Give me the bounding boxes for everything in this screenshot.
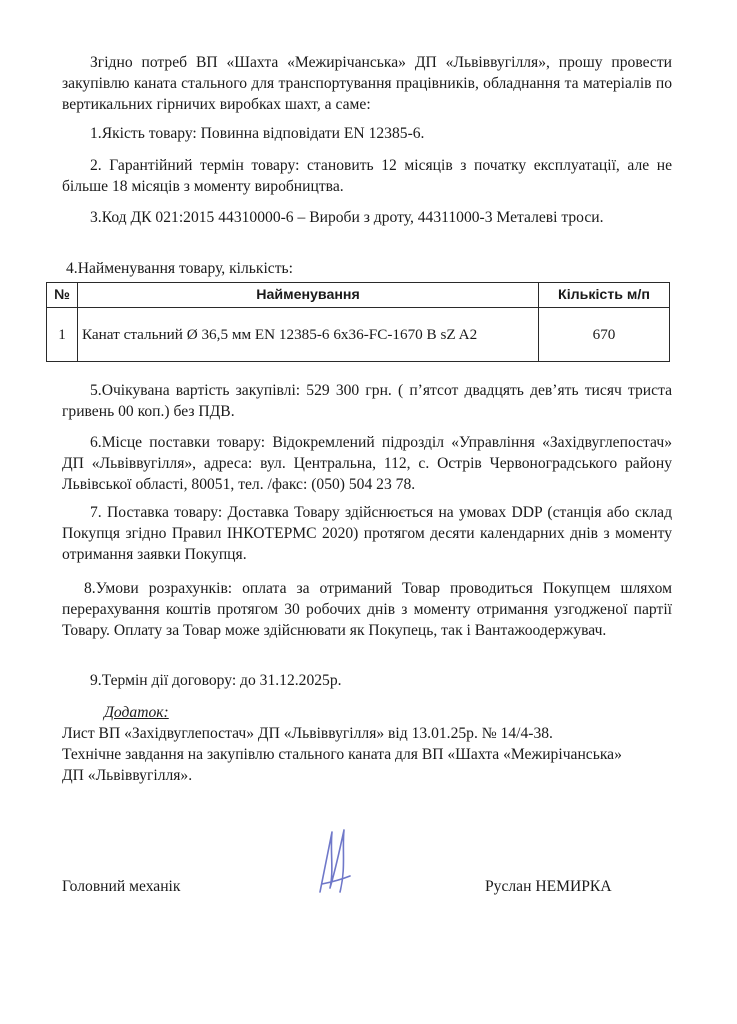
item-payment-terms: 8.Умови розрахунків: оплата за отриманий Товар проводиться Покупцем шляхом перерахування коштів протягом 30 робочих днів з моменту отримання узгодженої партії Товару. Оплату за Товар може здійснювати як Покупець, так і Вантажоодержувач. <box>62 580 672 639</box>
header-qty: Кількість м/п <box>539 283 670 308</box>
item-dk-code: 3.Код ДК 021:2015 44310000-6 – Вироби з дроту, 44311000-3 Металеві троси. <box>90 209 604 226</box>
item-delivery-place: 6.Місце поставки товару: Відокремлений підрозділ «Управління «Західвуглепостач» ДП «Львіввугілля», адреса: вул. Центральна, 112, с. Острів Червоноградського району Львівської області, 80051, тел. /факс: (050) 504 23 78. <box>62 434 672 493</box>
item-warranty: 2. Гарантійний термін товару: становить 12 місяців з початку експлуатації, але не більше 18 місяців з моменту виробництва. <box>62 157 672 195</box>
handwritten-signature <box>310 822 360 902</box>
header-num: № <box>47 283 78 308</box>
appendix-line-1: Лист ВП «Західвуглепостач» ДП «Львіввугілля» від 13.01.25р. № 14/4-38. <box>62 725 553 742</box>
row-num: 1 <box>47 308 78 362</box>
appendix-line-2: Технічне завдання на закупівлю стального каната для ВП «Шахта «Межирічанська» <box>62 746 622 763</box>
item-quality: 1.Якість товару: Повинна відповідати EN 12385-6. <box>90 125 425 142</box>
item-goods-heading: 4.Найменування товару, кількість: <box>66 260 293 277</box>
intro-paragraph: Згідно потреб ВП «Шахта «Межирічанська» ДП «Львіввугілля», прошу провести закупівлю каната стального для транспортування працівників, обладнання та матеріалів по вертикальних гірничих виробках шахт, а саме: <box>62 54 672 113</box>
appendix-title: Додаток: <box>104 704 169 721</box>
item-delivery-terms: 7. Поставка товару: Доставка Товару здійснюється на умовах DDP (станція або склад Покупця згідно Правил ІНКОТЕРМС 2020) протягом десяти календарних днів з моменту отримання заявки Покупця. <box>62 504 672 563</box>
row-qty: 670 <box>539 308 670 362</box>
item-contract-term: 9.Термін дії договору: до 31.12.2025р. <box>90 672 342 689</box>
appendix-line-3: ДП «Львіввугілля». <box>62 767 193 784</box>
signatory-position: Головний механік <box>62 878 181 895</box>
row-name: Канат стальний Ø 36,5 мм EN 12385-6 6х36-FC-1670 B sZ A2 <box>78 308 539 362</box>
header-name: Найменування <box>78 283 539 308</box>
table-row <box>47 308 670 362</box>
signatory-name: Руслан НЕМИРКА <box>485 878 612 895</box>
item-expected-cost: 5.Очікувана вартість закупівлі: 529 300 грн. ( п’ятсот двадцять дев’ять тисяч триста гривень 00 коп.) без ПДВ. <box>62 382 672 420</box>
appendix-block <box>62 702 672 786</box>
goods-table <box>46 282 670 362</box>
table-header-row <box>47 283 670 308</box>
